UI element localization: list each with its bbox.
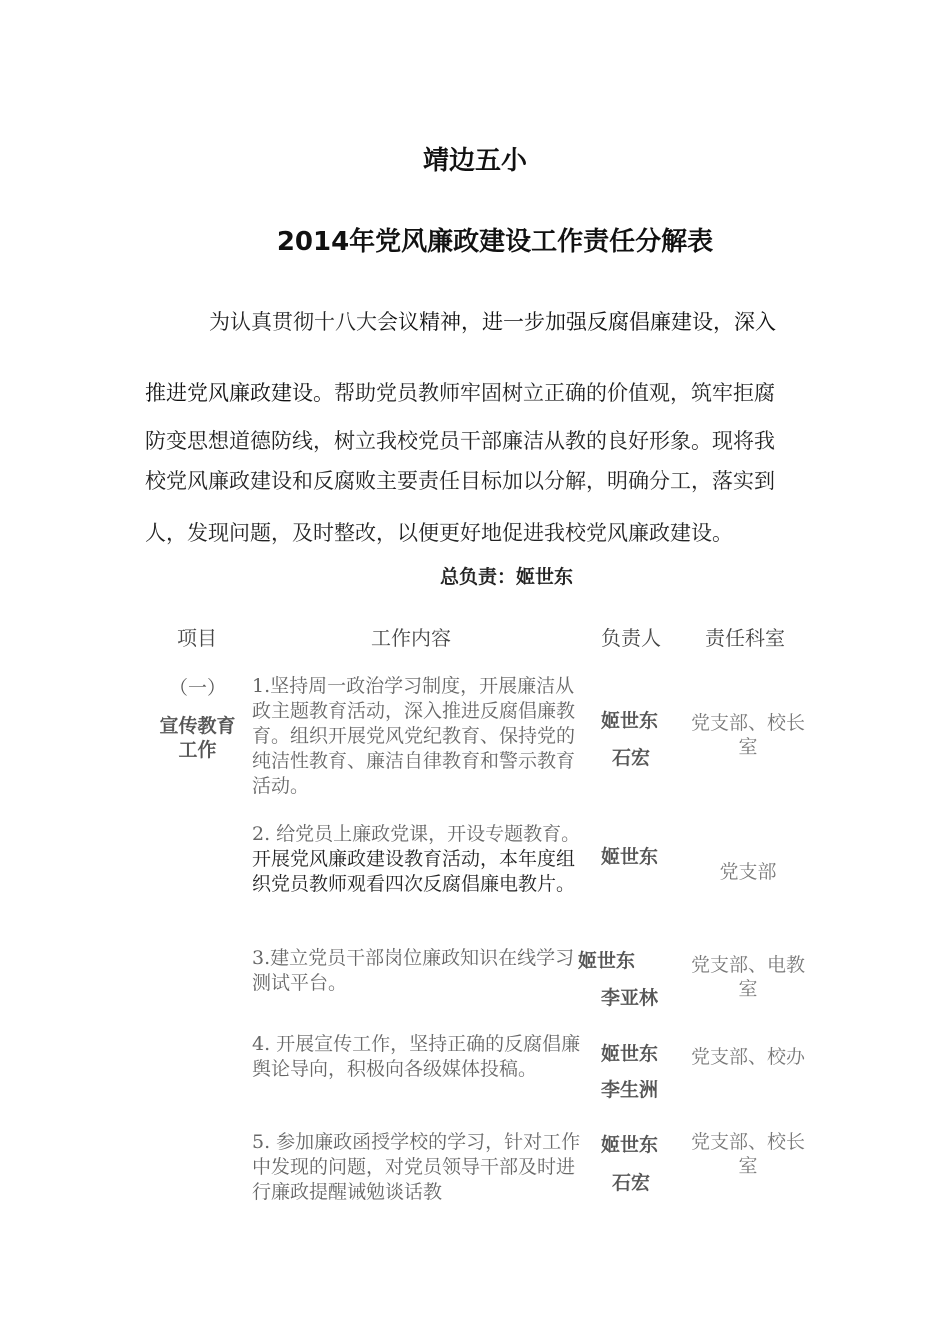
row-office: 党支部 bbox=[719, 861, 777, 883]
intro-text: 推进党风廉政建设。 bbox=[145, 381, 334, 405]
row-office: 党支部、校办 bbox=[690, 1046, 805, 1068]
intro-line-5: 人，发现问题，及时整改，以便更好地促进我校党风廉政建设。 bbox=[145, 521, 733, 545]
intro-text: 会议精神，进一步加强反腐倡廉建设，深入 bbox=[377, 310, 776, 334]
document-title: 2014年党风廉政建设工作责任分解表 bbox=[276, 227, 714, 257]
row-content-part: 2. 给党员上廉政党课，开设专题教育。 bbox=[252, 823, 581, 845]
row-person: 姬世东 bbox=[601, 1043, 659, 1065]
intro-line-4: 校党风廉政建设和反腐败主要责任目标加以分解，明确分工，落实到 bbox=[145, 469, 775, 493]
intro-text: 帮助党员教师牢固树立正确的价值观，筑牢拒腐 bbox=[334, 381, 775, 405]
row-content: 5. 参加廉政函授学校的学习，针对工作中发现的问题，对党员领导干部及时进行廉政提醒诫勉谈话教 bbox=[252, 1131, 581, 1203]
row-office: 党支部、校长室 bbox=[690, 712, 805, 758]
chief-responsible: 总负责：姬世东 bbox=[440, 566, 574, 588]
row-person: 石宏 bbox=[612, 1172, 651, 1194]
header-content: 工作内容 bbox=[371, 626, 451, 650]
category-name-line2: 工作 bbox=[178, 739, 217, 761]
row-office: 党支部、电教室 bbox=[690, 954, 805, 1000]
document-title-school: 靖边五小 bbox=[422, 146, 527, 176]
row-person: 李亚林 bbox=[601, 987, 659, 1009]
row-person: 姬世东 bbox=[578, 950, 636, 972]
row-content bbox=[252, 822, 586, 897]
row-person: 姬世东 bbox=[601, 846, 659, 868]
row-content: 4. 开展宣传工作，坚持正确的反腐倡廉舆论导向，积极向各级媒体投稿。 bbox=[252, 1033, 581, 1080]
header-person: 负责人 bbox=[601, 626, 661, 650]
category-number: （一） bbox=[168, 677, 226, 699]
category-name-line1: 宣传教育 bbox=[159, 715, 236, 737]
intro-text: 为认真贯彻十八大 bbox=[209, 310, 377, 334]
intro-paragraph bbox=[145, 304, 810, 552]
header-office: 责任科室 bbox=[705, 626, 785, 650]
row-content-part: 开展党风廉政建设教育活动，本年度组织党员教师观看四次反腐倡廉电教片。 bbox=[252, 848, 576, 895]
header-project: 项目 bbox=[177, 626, 217, 650]
row-person: 姬世东 bbox=[601, 1134, 659, 1156]
row-person: 李生洲 bbox=[601, 1079, 659, 1101]
intro-line-3: 防变思想道德防线，树立我校党员干部廉洁从教的良好形象。现将我 bbox=[145, 429, 775, 453]
row-content: 3.建立党员干部岗位廉政知识在线学习测试平台。 bbox=[252, 947, 575, 994]
intro-line-1 bbox=[145, 304, 810, 340]
row-person: 石宏 bbox=[612, 747, 651, 769]
row-office: 党支部、校长室 bbox=[690, 1131, 805, 1177]
intro-line-2 bbox=[145, 374, 810, 412]
row-person: 姬世东 bbox=[601, 710, 659, 732]
row-content: 1.坚持周一政治学习制度，开展廉洁从政主题教育活动，深入推进反腐倡廉教育。组织开展党风党纪教育、保持党的纯洁性教育、廉洁自律教育和警示教育活动。 bbox=[252, 675, 576, 797]
